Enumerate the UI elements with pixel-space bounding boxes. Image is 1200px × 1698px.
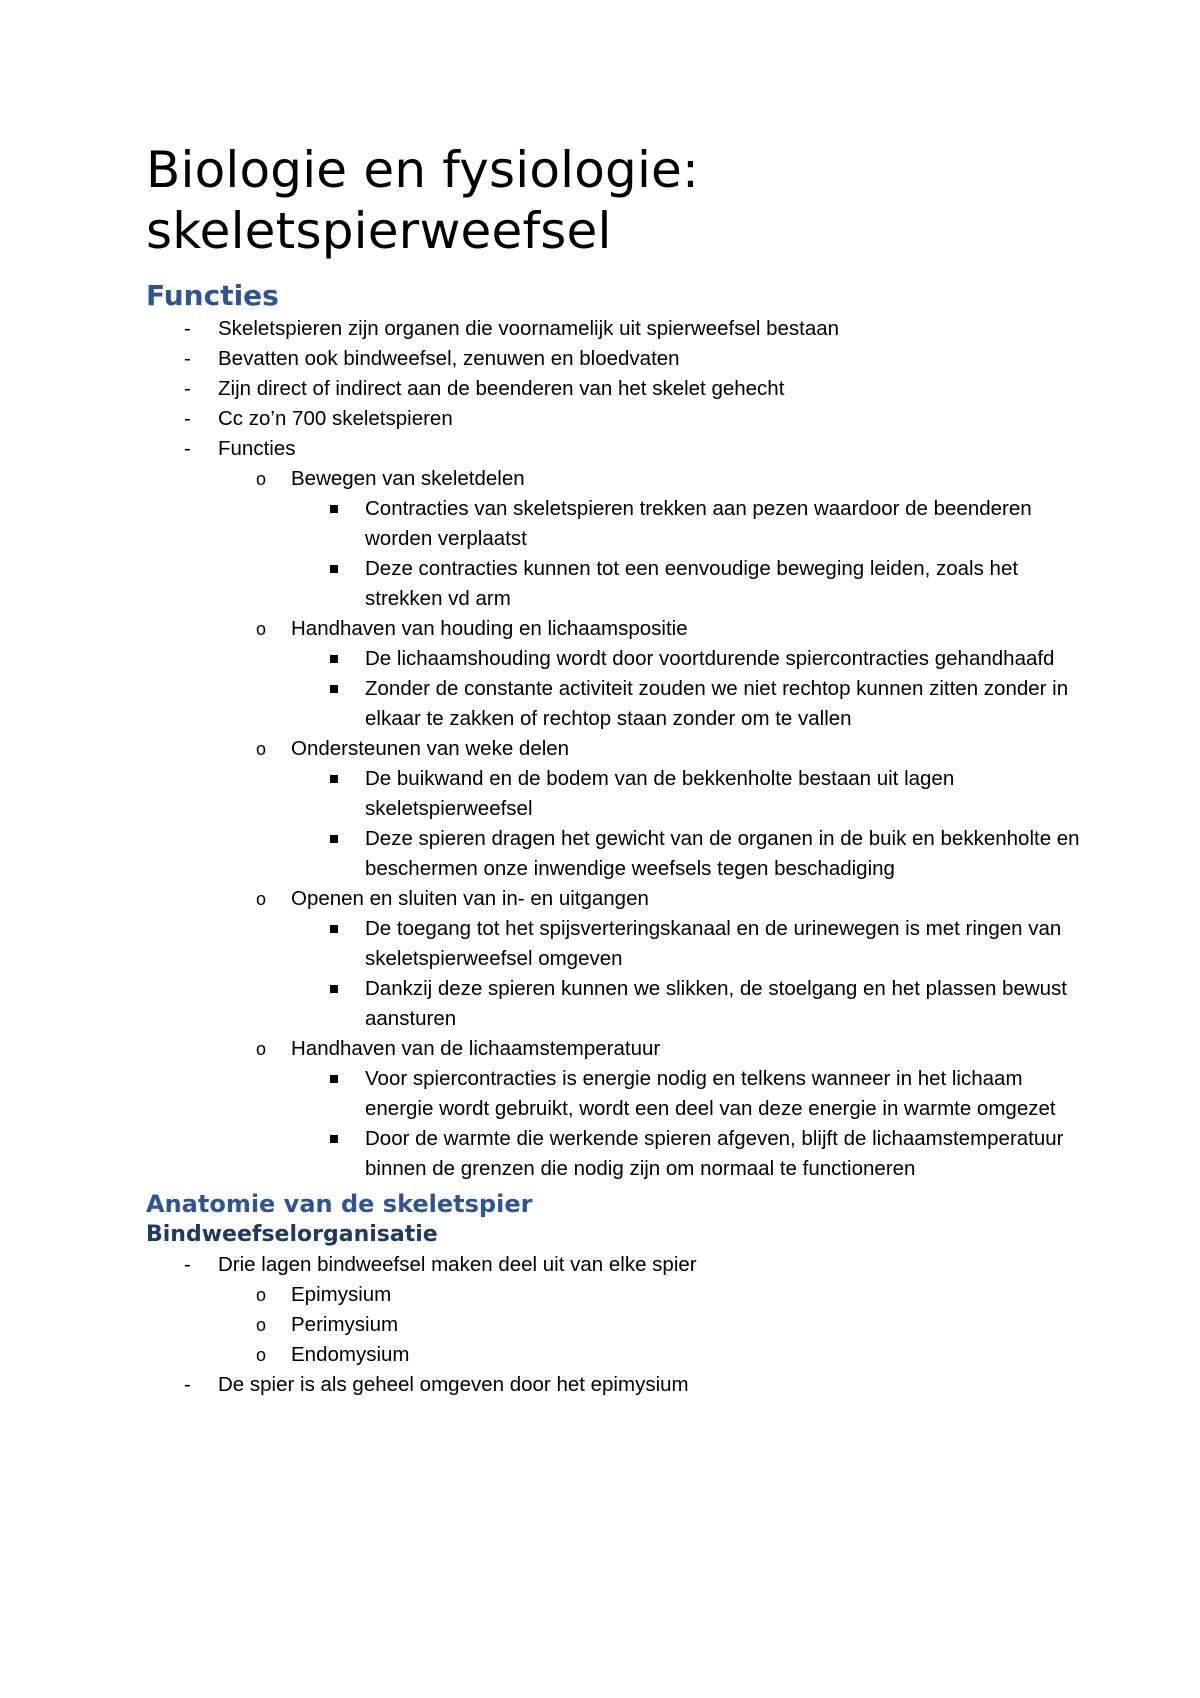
dash-bullet: - [184, 1373, 191, 1396]
square-bullet-icon [330, 1075, 338, 1083]
dash-bullet: - [184, 1253, 191, 1276]
list-item: - Drie lagen bindweefsel maken deel uit van elke spier o Epimysium o Perimysium o Endomysium [146, 1250, 1086, 1370]
point-item: Deze contracties kunnen tot een eenvoudige beweging leiden, zoals het strekken vd arm [146, 554, 1086, 614]
circle-bullet: o [256, 1039, 267, 1059]
sub-list-item: o Perimysium [146, 1310, 1086, 1340]
dash-bullet: - [184, 347, 191, 370]
title-line-1: Biologie en fysiologie: [146, 141, 700, 199]
point-list [146, 914, 1086, 1034]
square-bullet-icon [330, 685, 338, 693]
sub-list-item: o Handhaven van houding en lichaamspositie De lichaamshouding wordt door voortdurende spiercontracties gehandhaafd Zonder de constante activiteit zouden we niet rechtop kunnen zitten zonder in elkaar te zakken of rechtop staan zonder om te vallen [146, 614, 1086, 734]
point-list [146, 644, 1086, 734]
point-item: Deze spieren dragen het gewicht van de organen in de buik en bekkenholte en beschermen onze inwendige weefsels tegen beschadiging [146, 824, 1086, 884]
point-item: Voor spiercontracties is energie nodig en telkens wanneer in het lichaam energie wordt gebruikt, wordt een deel van deze energie in warmte omgezet [146, 1064, 1086, 1124]
circle-bullet: o [256, 619, 267, 639]
square-bullet-icon [330, 1135, 338, 1143]
square-bullet-icon [330, 835, 338, 843]
functies-sublist [146, 464, 1086, 1184]
bindweefsel-subheading: Bindweefselorganisatie [146, 1222, 438, 1247]
point-list [146, 1064, 1086, 1184]
point-item: Door de warmte die werkende spieren afgeven, blijft de lichaamstemperatuur binnen de grenzen die nodig zijn om normaal te functioneren [146, 1124, 1086, 1184]
point-list [146, 764, 1086, 884]
functies-list [146, 314, 1086, 1184]
dash-bullet: - [184, 437, 191, 460]
functies-heading: Functies [146, 279, 279, 312]
list-item: - Functies o Bewegen van skeletdelen Contracties van skeletspieren trekken aan pezen waardoor de beenderen worden verplaatst Deze contracties kunnen tot een eenvoudige beweging leiden, zoals het strekken vd arm o Handhaven van houding en lichaamspositie De lichaamshouding wordt door voortdurende spiercontracties gehandhaafd Zonder de constante activiteit zouden we niet rechtop kunnen zitten zonder in elkaar te zakken of rechtop staan zonder om te vallen o Ondersteunen van weke delen De buikwand en de bodem van de bekkenholte bestaan uit lagen skeletspierweefsel Deze spieren dragen het gewicht van de organen in de buik en bekkenholte en beschermen onze inwendige weefsels tegen beschadiging o Openen en sluiten van in- en uitgangen De toegang tot het spijsverteringskanaal en de urinewegen is met ringen van skeletspierweefsel omgeven Dankzij deze spieren kunnen we slikken, de stoelgang en het plassen bewust aansturen o Handhaven van de lichaamstemperatuur Voor spiercontracties is energie nodig en telkens wanneer in het lichaam energie wordt gebruikt, wordt een deel van deze energie in warmte omgezet Door de warmte die werkende spieren afgeven, blijft de lichaamstemperatuur binnen de grenzen die nodig zijn om normaal te functioneren [146, 434, 1086, 1184]
sub-list-item: o Bewegen van skeletdelen Contracties van skeletspieren trekken aan pezen waardoor de beenderen worden verplaatst Deze contracties kunnen tot een eenvoudige beweging leiden, zoals het strekken vd arm [146, 464, 1086, 614]
document-page [146, 140, 1086, 1400]
square-bullet-icon [330, 565, 338, 573]
sub-list-item: o Handhaven van de lichaamstemperatuur Voor spiercontracties is energie nodig en telkens wanneer in het lichaam energie wordt gebruikt, wordt een deel van deze energie in warmte omgezet Door de warmte die werkende spieren afgeven, blijft de lichaamstemperatuur binnen de grenzen die nodig zijn om normaal te functioneren [146, 1034, 1086, 1184]
point-item: Contracties van skeletspieren trekken aan pezen waardoor de beenderen worden verplaatst [146, 494, 1086, 554]
anatomie-list [146, 1250, 1086, 1400]
sub-list-item: o Ondersteunen van weke delen De buikwand en de bodem van de bekkenholte bestaan uit lagen skeletspierweefsel Deze spieren dragen het gewicht van de organen in de buik en bekkenholte en beschermen onze inwendige weefsels tegen beschadiging [146, 734, 1086, 884]
circle-bullet: o [256, 739, 267, 759]
point-item: De lichaamshouding wordt door voortdurende spiercontracties gehandhaafd [146, 644, 1086, 674]
circle-bullet: o [256, 1315, 267, 1335]
list-item: - Zijn direct of indirect aan de beenderen van het skelet gehecht [146, 374, 1086, 404]
anatomie-heading: Anatomie van de skeletspier [146, 1190, 533, 1218]
list-item: - Skeletspieren zijn organen die voornamelijk uit spierweefsel bestaan [146, 314, 1086, 344]
circle-bullet: o [256, 1345, 267, 1365]
list-item: - De spier is als geheel omgeven door het epimysium [146, 1370, 1086, 1400]
point-item: Dankzij deze spieren kunnen we slikken, de stoelgang en het plassen bewust aansturen [146, 974, 1086, 1034]
document-title [146, 140, 1086, 262]
square-bullet-icon [330, 505, 338, 513]
circle-bullet: o [256, 1285, 267, 1305]
circle-bullet: o [256, 469, 267, 489]
sub-list-item: o Endomysium [146, 1340, 1086, 1370]
square-bullet-icon [330, 985, 338, 993]
layers-list [146, 1280, 1086, 1370]
list-item: - Bevatten ook bindweefsel, zenuwen en bloedvaten [146, 344, 1086, 374]
point-item: De toegang tot het spijsverteringskanaal en de urinewegen is met ringen van skeletspierweefsel omgeven [146, 914, 1086, 974]
square-bullet-icon [330, 925, 338, 933]
sub-list-item: o Openen en sluiten van in- en uitgangen De toegang tot het spijsverteringskanaal en de urinewegen is met ringen van skeletspierweefsel omgeven Dankzij deze spieren kunnen we slikken, de stoelgang en het plassen bewust aansturen [146, 884, 1086, 1034]
square-bullet-icon [330, 655, 338, 663]
point-list [146, 494, 1086, 614]
title-line-2: skeletspierweefsel [146, 202, 612, 260]
dash-bullet: - [184, 407, 191, 430]
dash-bullet: - [184, 317, 191, 340]
dash-bullet: - [184, 377, 191, 400]
sub-list-item: o Epimysium [146, 1280, 1086, 1310]
list-item: - Cc zo’n 700 skeletspieren [146, 404, 1086, 434]
circle-bullet: o [256, 889, 267, 909]
square-bullet-icon [330, 775, 338, 783]
point-item: De buikwand en de bodem van de bekkenholte bestaan uit lagen skeletspierweefsel [146, 764, 1086, 824]
point-item: Zonder de constante activiteit zouden we niet rechtop kunnen zitten zonder in elkaar te zakken of rechtop staan zonder om te vallen [146, 674, 1086, 734]
